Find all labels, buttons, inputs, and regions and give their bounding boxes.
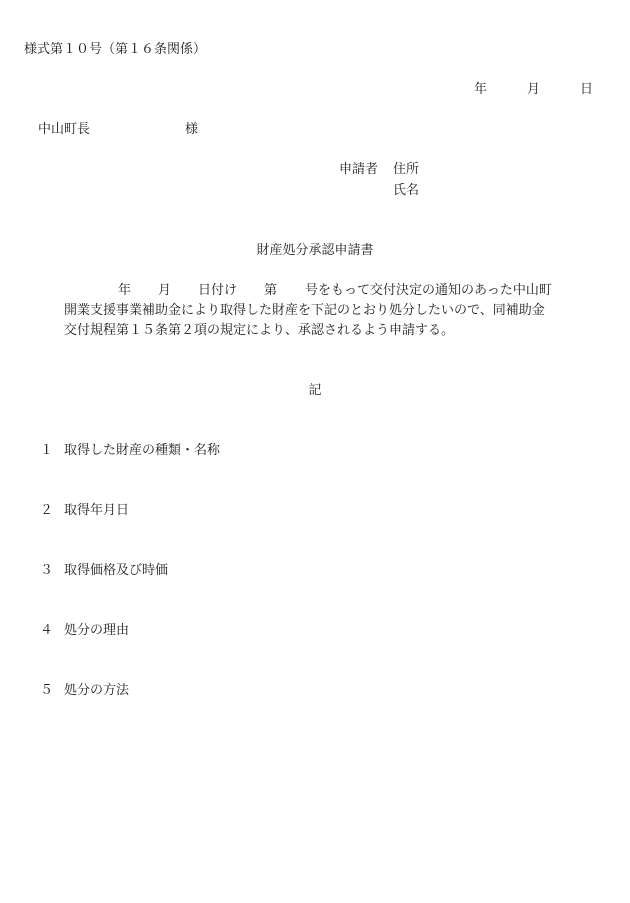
document-title: 財産処分承認申請書 [256,243,374,258]
item-label: 処分の方法 [64,683,130,698]
applicant-address-label: 住所 [393,162,420,177]
applicant-name-label: 氏名 [393,183,420,198]
body-year-label: 年 [118,283,132,298]
item-number: ２ [40,503,54,518]
form-number: 様式第１０号（第１６条関係） [24,42,207,57]
body-line-2-text: 開業支援事業補助金により取得した財産を下記のとおり処分したいので、同補助金 [64,303,545,318]
item-number: ５ [40,683,54,698]
applicant-label: 申請者 [339,162,379,177]
addressee-honorific: 様 [185,122,199,137]
item-number: ４ [40,623,54,638]
item-label: 取得年月日 [64,503,130,518]
date-year-label: 年 [474,82,488,97]
item-label: 取得した財産の種類・名称 [64,443,221,458]
date-day-label: 日 [580,82,594,97]
body-line-1-text: 号をもって交付決定の通知のあった中山町 [305,283,552,298]
body-line-3-text: 交付規程第１５条第２項の規定により、承認されるよう申請する。 [64,323,455,338]
date-month-label: 月 [527,82,541,97]
ki-heading: 記 [308,383,322,398]
item-label: 処分の理由 [64,623,130,638]
body-dated-label: 日付け [198,283,238,298]
item-number: １ [40,443,54,458]
item-number: ３ [40,563,54,578]
addressee-name: 中山町長 [38,122,91,137]
body-number-prefix: 第 [264,283,278,298]
item-label: 取得価格及び時価 [64,563,169,578]
body-month-label: 月 [158,283,172,298]
